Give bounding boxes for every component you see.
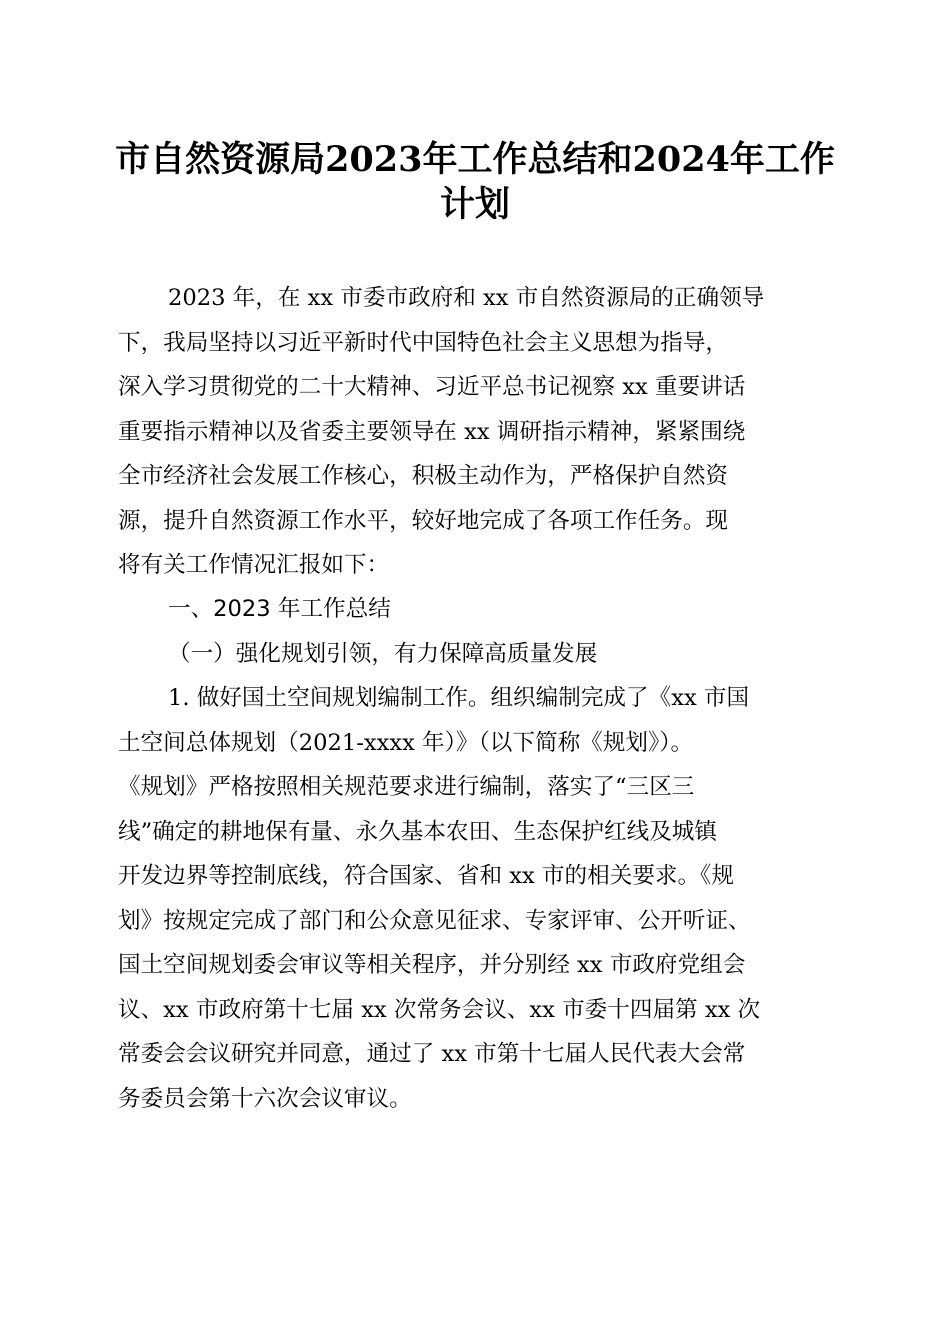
- intro-line: 将有关工作情况汇报如下：: [118, 552, 390, 578]
- body-line: 国土空间规划委会审议等相关程序，并分别经 xx 市政府党组会: [118, 952, 746, 978]
- body-line: 议、xx 市政府第十七届 xx 次常务会议、xx 市委十四届第 xx 次: [118, 997, 761, 1023]
- body-line: 土空间总体规划（2021-xxxx 年）》（以下简称《规划》）。: [118, 730, 694, 756]
- intro-line: 下，我局坚持以习近平新时代中国特色社会主义思想为指导，: [118, 330, 729, 356]
- intro-line: 深入学习贯彻党的二十大精神、习近平总书记视察 xx 重要讲话: [118, 374, 746, 400]
- document-title-line-2: 计划: [439, 184, 510, 225]
- document-title-line-1: 市自然资源局2023年工作总结和2024年工作: [115, 139, 835, 180]
- body-line: 开发边界等控制底线，符合国家、省和 xx 市的相关要求。《规: [118, 863, 734, 889]
- body-line: 务委员会第十六次会议审议。: [118, 1086, 412, 1112]
- intro-line: 重要指示精神以及省委主要领导在 xx 调研指示精神，紧紧围绕: [118, 419, 746, 445]
- section-heading: 一、2023 年工作总结: [168, 596, 391, 622]
- body-line: 线”确定的耕地保有量、永久基本农田、生态保护红线及城镇: [118, 819, 717, 845]
- intro-line: 源，提升自然资源工作水平，较好地完成了各项工作任务。现: [118, 508, 729, 534]
- intro-line: 2023 年，在 xx 市委市政府和 xx 市自然资源局的正确领导: [168, 285, 765, 311]
- body-line: 常委会会议研究并同意，通过了 xx 市第十七届人民代表大会常: [118, 1041, 746, 1067]
- body-line: 1. 做好国土空间规划编制工作。组织编制完成了《xx 市国: [168, 685, 750, 711]
- body-line: 《规划》严格按照相关规范要求进行编制，落实了“三区三: [118, 774, 695, 800]
- intro-line: 全市经济社会发展工作核心，积极主动作为，严格保护自然资: [118, 463, 729, 489]
- subsection-heading: （一）强化规划引领，有力保障高质量发展: [168, 641, 598, 667]
- body-line: 划》按规定完成了部门和公众意见征求、专家评审、公开听证、: [118, 908, 751, 934]
